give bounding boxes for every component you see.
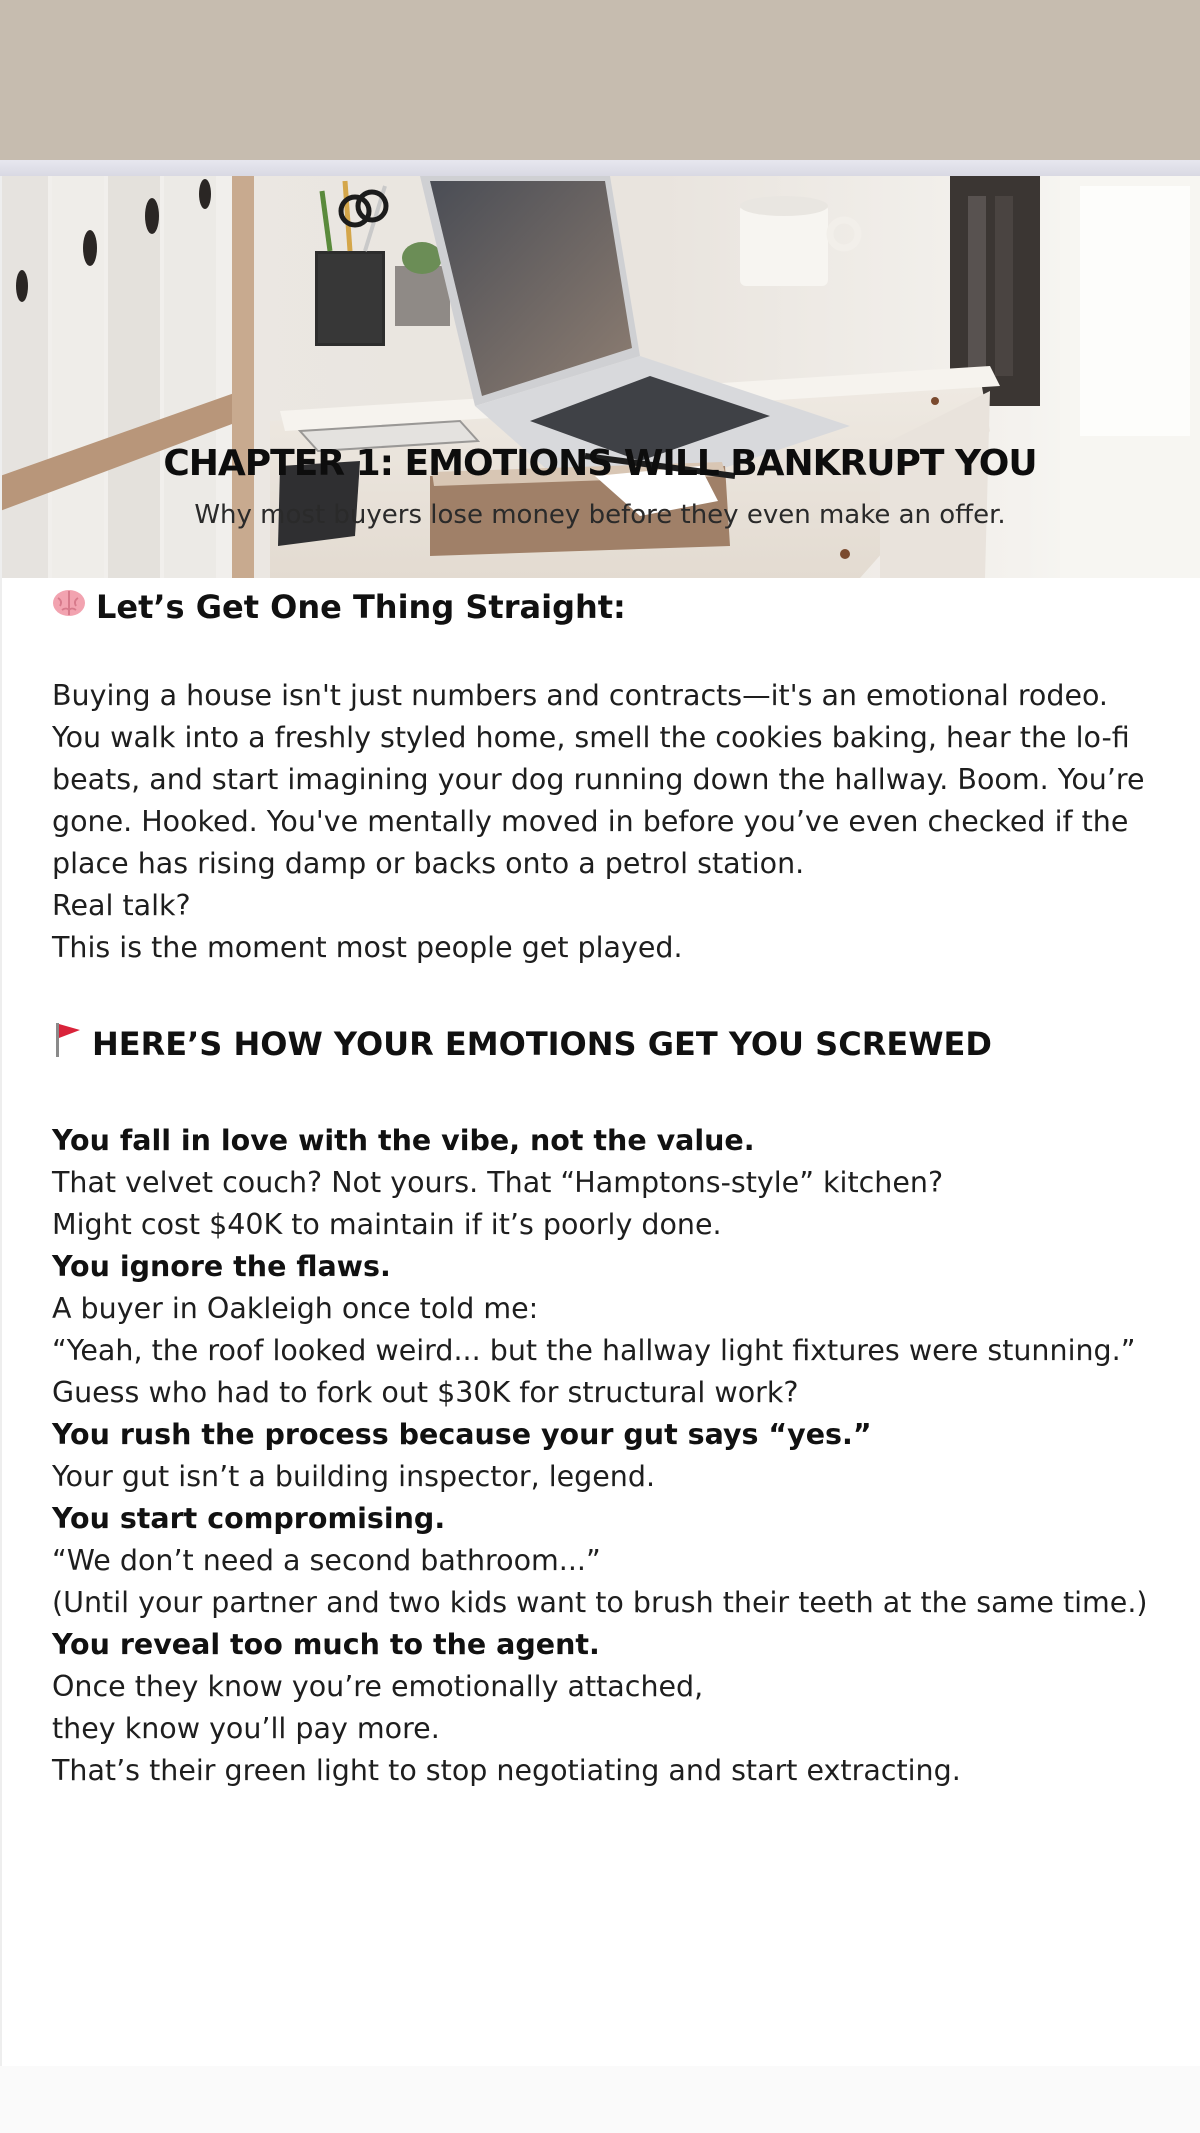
paragraph-line: place has rising damp or backs onto a petrol station. [52,847,805,880]
point-heading: You ignore the flaws. [52,1250,391,1283]
point-text: That’s their green light to stop negotiating and start extracting. [52,1754,961,1787]
emotions-list [52,1120,1172,1792]
point-text: Your gut isn’t a building inspector, legend. [52,1460,656,1493]
point-text: they know you’ll pay more. [52,1712,440,1745]
red-flag-icon [52,1021,82,1067]
section-heading-one [52,588,626,626]
top-band [0,0,1200,160]
chapter-title: CHAPTER 1: EMOTIONS WILL BANKRUPT YOU [163,443,1037,484]
chapter-subtitle: Why most buyers lose money before they even make an offer. [194,500,1006,530]
section-heading-one-text: Let’s Get One Thing Straight: [96,588,626,626]
point-text: Once they know you’re emotionally attached, [52,1670,704,1703]
point-text: A buyer in Oakleigh once told me: [52,1292,539,1325]
paragraph-line: You walk into a freshly styled home, smell the cookies baking, hear the lo-fi [52,721,1130,754]
paragraph-line: beats, and start imagining your dog running down the hallway. Boom. You’re [52,763,1145,796]
point-text: “We don’t need a second bathroom...” [52,1544,601,1577]
paragraph-line: Real talk? [52,889,191,922]
point-text: Guess who had to fork out $30K for structural work? [52,1376,799,1409]
point-heading: You rush the process because your gut says “yes.” [52,1418,872,1451]
paragraph-line: gone. Hooked. You've mentally moved in before you’ve even checked if the [52,805,1129,838]
point-text: Might cost $40K to maintain if it’s poorly done. [52,1208,722,1241]
paragraph-line: This is the moment most people get played. [52,931,683,964]
point-text: That velvet couch? Not yours. That “Hamptons-style” kitchen? [52,1166,944,1199]
point-text: (Until your partner and two kids want to brush their teeth at the same time.) [52,1586,1148,1619]
page-top-edge [0,160,1200,176]
paragraph-line: Buying a house isn't just numbers and contracts—it's an emotional rodeo. [52,679,1108,712]
point-heading: You start compromising. [52,1502,446,1535]
point-heading: You reveal too much to the agent. [52,1628,600,1661]
brain-icon [52,588,86,626]
point-heading: You fall in love with the vibe, not the value. [52,1124,755,1157]
point-text: “Yeah, the roof looked weird... but the hallway light fixtures were stunning.” [52,1334,1136,1367]
section-heading-two [52,1021,992,1067]
intro-paragraph [52,675,1172,969]
section-heading-two-text: HERE’S HOW YOUR EMOTIONS GET YOU SCREWED [92,1025,992,1063]
